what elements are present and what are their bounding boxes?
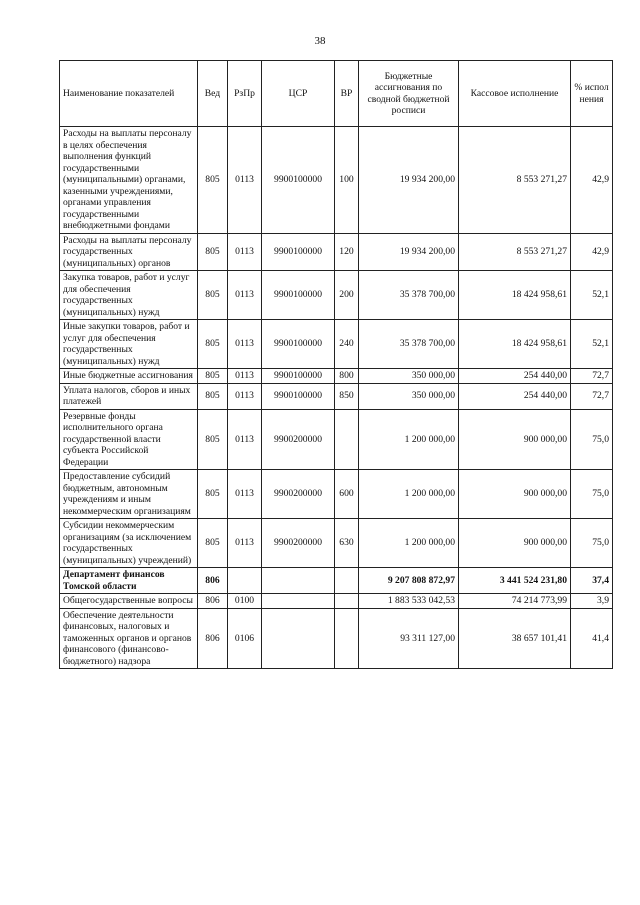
cell-budget: 1 883 533 042,53 (359, 594, 459, 609)
table-row (60, 271, 613, 320)
cell-rzpr: 0113 (228, 271, 262, 320)
cell-budget: 35 378 700,00 (359, 271, 459, 320)
budget-execution-table (59, 60, 613, 669)
table-row (60, 470, 613, 519)
cell-percent: 42,9 (571, 233, 613, 271)
header-vr: ВР (335, 61, 359, 127)
cell-cash: 254 440,00 (459, 383, 571, 409)
cell-vr: 630 (335, 519, 359, 568)
cell-cash: 8 553 271,27 (459, 127, 571, 234)
cell-vr: 120 (335, 233, 359, 271)
cell-cash: 38 657 101,41 (459, 608, 571, 669)
cell-name: Расходы на выплаты персоналу государственных (муниципальных) органов (60, 233, 198, 271)
cell-name: Иные закупки товаров, работ и услуг для обеспечения государственных (муниципальных) нужд (60, 320, 198, 369)
cell-ved: 805 (198, 320, 228, 369)
cell-name: Резервные фонды исполнительного органа государственной власти субъекта Российской Федерации (60, 409, 198, 470)
cell-csr: 9900100000 (262, 320, 335, 369)
cell-csr (262, 608, 335, 669)
cell-csr: 9900100000 (262, 383, 335, 409)
cell-ved: 805 (198, 383, 228, 409)
cell-name: Департамент финансов Томской области (60, 568, 198, 594)
cell-name: Закупка товаров, работ и услуг для обеспечения государственных (муниципальных) нужд (60, 271, 198, 320)
cell-rzpr: 0113 (228, 470, 262, 519)
cell-name: Иные бюджетные ассигнования (60, 369, 198, 384)
header-cash: Кассовое исполнение (459, 61, 571, 127)
cell-ved: 806 (198, 594, 228, 609)
cell-rzpr: 0113 (228, 409, 262, 470)
cell-ved: 805 (198, 369, 228, 384)
cell-name: Уплата налогов, сборов и иных платежей (60, 383, 198, 409)
cell-percent: 72,7 (571, 383, 613, 409)
cell-cash: 18 424 958,61 (459, 271, 571, 320)
cell-rzpr (228, 568, 262, 594)
cell-cash: 900 000,00 (459, 409, 571, 470)
cell-percent: 52,1 (571, 320, 613, 369)
cell-cash: 254 440,00 (459, 369, 571, 384)
cell-csr: 9900100000 (262, 271, 335, 320)
cell-csr: 9900100000 (262, 127, 335, 234)
table-row (60, 409, 613, 470)
cell-name: Предоставление субсидий бюджетным, автономным учреждениям и иным некоммерческим организациям (60, 470, 198, 519)
cell-csr (262, 594, 335, 609)
cell-vr: 240 (335, 320, 359, 369)
cell-cash: 900 000,00 (459, 519, 571, 568)
cell-percent: 52,1 (571, 271, 613, 320)
cell-cash: 900 000,00 (459, 470, 571, 519)
cell-percent: 75,0 (571, 409, 613, 470)
cell-name: Расходы на выплаты персоналу в целях обеспечения выполнения функций государственными (муниципальными) органами, казенными учреждениями, органами управления государственными внебюджетными фондами (60, 127, 198, 234)
cell-ved: 805 (198, 519, 228, 568)
cell-csr: 9900100000 (262, 233, 335, 271)
cell-name: Обеспечение деятельности финансовых, налоговых и таможенных органов и органов финансового (финансово-бюджетного) надзора (60, 608, 198, 669)
cell-budget: 1 200 000,00 (359, 519, 459, 568)
cell-vr: 200 (335, 271, 359, 320)
cell-name: Субсидии некоммерческим организациям (за исключением государственных (муниципальных) учреждений) (60, 519, 198, 568)
header-budget: Бюджетные ассигнования по сводной бюджетной росписи (359, 61, 459, 127)
cell-vr (335, 608, 359, 669)
cell-percent: 37,4 (571, 568, 613, 594)
cell-percent: 41,4 (571, 608, 613, 669)
header-rzpr: РзПр (228, 61, 262, 127)
cell-budget: 9 207 808 872,97 (359, 568, 459, 594)
cell-rzpr: 0113 (228, 369, 262, 384)
cell-rzpr: 0113 (228, 320, 262, 369)
header-percent: % испол нения (571, 61, 613, 127)
cell-budget: 350 000,00 (359, 383, 459, 409)
table-row (60, 519, 613, 568)
header-csr: ЦСР (262, 61, 335, 127)
cell-csr: 9900200000 (262, 409, 335, 470)
cell-cash: 3 441 524 231,80 (459, 568, 571, 594)
cell-rzpr: 0113 (228, 383, 262, 409)
header-name: Наименование показателей (60, 61, 198, 127)
cell-cash: 18 424 958,61 (459, 320, 571, 369)
table-row (60, 127, 613, 234)
cell-rzpr: 0113 (228, 127, 262, 234)
table-row (60, 608, 613, 669)
cell-rzpr: 0106 (228, 608, 262, 669)
cell-rzpr: 0113 (228, 233, 262, 271)
cell-percent: 75,0 (571, 470, 613, 519)
cell-budget: 19 934 200,00 (359, 127, 459, 234)
page-number: 38 (314, 35, 326, 47)
cell-percent: 42,9 (571, 127, 613, 234)
cell-budget: 350 000,00 (359, 369, 459, 384)
cell-cash: 74 214 773,99 (459, 594, 571, 609)
cell-rzpr: 0100 (228, 594, 262, 609)
cell-percent: 75,0 (571, 519, 613, 568)
cell-cash: 8 553 271,27 (459, 233, 571, 271)
header-ved: Вед (198, 61, 228, 127)
table-row (60, 369, 613, 384)
cell-csr: 9900200000 (262, 519, 335, 568)
cell-ved: 805 (198, 127, 228, 234)
table-row (60, 594, 613, 609)
cell-percent: 72,7 (571, 369, 613, 384)
cell-budget: 93 311 127,00 (359, 608, 459, 669)
cell-vr (335, 594, 359, 609)
cell-ved: 806 (198, 568, 228, 594)
cell-ved: 805 (198, 233, 228, 271)
cell-vr: 850 (335, 383, 359, 409)
cell-budget: 35 378 700,00 (359, 320, 459, 369)
cell-vr: 800 (335, 369, 359, 384)
cell-vr (335, 568, 359, 594)
cell-vr: 600 (335, 470, 359, 519)
table-body (60, 127, 613, 669)
cell-budget: 19 934 200,00 (359, 233, 459, 271)
table-row (60, 233, 613, 271)
cell-budget: 1 200 000,00 (359, 470, 459, 519)
table-row (60, 320, 613, 369)
cell-ved: 805 (198, 409, 228, 470)
cell-ved: 805 (198, 271, 228, 320)
cell-rzpr: 0113 (228, 519, 262, 568)
table-row (60, 568, 613, 594)
cell-vr (335, 409, 359, 470)
cell-percent: 3,9 (571, 594, 613, 609)
cell-name: Общегосударственные вопросы (60, 594, 198, 609)
cell-ved: 806 (198, 608, 228, 669)
cell-ved: 805 (198, 470, 228, 519)
table-row (60, 383, 613, 409)
cell-csr: 9900200000 (262, 470, 335, 519)
cell-budget: 1 200 000,00 (359, 409, 459, 470)
cell-vr: 100 (335, 127, 359, 234)
cell-csr: 9900100000 (262, 369, 335, 384)
table-header-row (60, 61, 613, 127)
cell-csr (262, 568, 335, 594)
